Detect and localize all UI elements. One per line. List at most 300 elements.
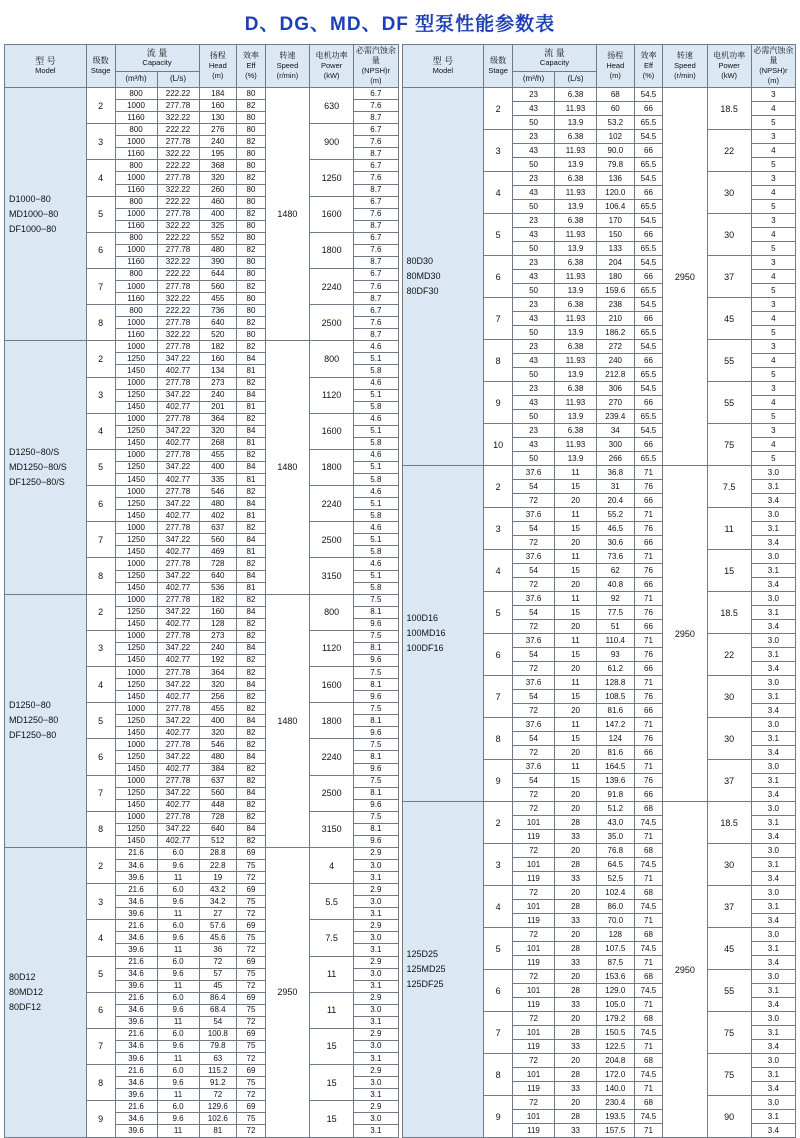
capacity-m3h-cell: 34.6 [115,896,157,908]
efficiency-cell: 66 [634,662,663,676]
npsh-cell: 3.1 [751,606,795,620]
capacity-m3h-cell: 101 [513,1068,555,1082]
capacity-m3h-cell: 50 [513,116,555,130]
efficiency-cell: 80 [237,196,266,208]
capacity-m3h-cell: 1450 [115,763,157,775]
npsh-cell: 8.7 [354,256,398,268]
efficiency-cell: 82 [237,558,266,570]
table-head-right [402,45,796,88]
capacity-m3h-cell: 72 [513,886,555,900]
npsh-cell: 3.1 [354,1053,398,1065]
head-cell: 73.6 [597,550,635,564]
capacity-m3h-cell: 101 [513,942,555,956]
efficiency-cell: 66 [634,186,663,200]
capacity-m3h-cell: 119 [513,914,555,928]
stage-cell: 3 [86,377,115,413]
npsh-cell: 3.1 [751,774,795,788]
efficiency-cell: 74.5 [634,1110,663,1124]
stage-cell: 10 [484,424,513,466]
capacity-m3h-cell: 43 [513,144,555,158]
npsh-cell: 2.9 [354,884,398,896]
capacity-m3h-cell: 1450 [115,401,157,413]
capacity-m3h-cell: 43 [513,102,555,116]
npsh-cell: 3.1 [354,908,398,920]
stage-cell: 8 [484,718,513,760]
capacity-m3h-cell: 1000 [115,244,157,256]
capacity-m3h-cell: 101 [513,1110,555,1124]
npsh-cell: 3.1 [751,564,795,578]
capacity-ls-cell: 347.22 [157,751,199,763]
pump-model-name: D1250−80/S [9,446,60,457]
head-cell: 320 [199,679,237,691]
power-cell: 30 [707,214,751,256]
capacity-ls-cell: 28 [555,984,597,998]
npsh-cell: 7.6 [354,172,398,184]
npsh-cell: 3.0 [751,928,795,942]
npsh-cell: 3 [751,130,795,144]
power-cell: 11 [707,508,751,550]
efficiency-cell: 72 [237,1089,266,1101]
head-cell: 637 [199,775,237,787]
stage-cell: 7 [86,268,115,304]
stage-cell: 2 [86,341,115,377]
npsh-cell: 3.4 [751,1040,795,1054]
capacity-ls-cell: 13.9 [555,326,597,340]
efficiency-cell: 84 [237,606,266,618]
stage-cell: 6 [484,970,513,1012]
head-cell: 728 [199,811,237,823]
npsh-cell: 3.0 [751,508,795,522]
stage-cell: 8 [484,1054,513,1096]
pump-model-name: DF1250−80 [9,730,57,741]
efficiency-cell: 65.5 [634,452,663,466]
stage-cell: 6 [86,739,115,775]
stage-cell: 5 [86,703,115,739]
head-cell: 230.4 [597,1096,635,1110]
head-cell: 81 [199,1125,237,1138]
efficiency-cell: 71 [634,466,663,480]
capacity-m3h-cell: 1000 [115,522,157,534]
capacity-ls-cell: 13.9 [555,284,597,298]
efficiency-cell: 82 [237,449,266,461]
capacity-m3h-cell: 54 [513,690,555,704]
efficiency-cell: 66 [634,102,663,116]
capacity-ls-cell: 347.22 [157,353,199,365]
table-body-right [402,88,796,1138]
capacity-ls-cell: 20 [555,704,597,718]
stage-cell: 9 [86,1101,115,1138]
npsh-cell: 5 [751,158,795,172]
head-cell: 637 [199,522,237,534]
npsh-cell: 6.7 [354,268,398,280]
capacity-ls-cell: 277.78 [157,172,199,184]
npsh-cell: 3.0 [354,896,398,908]
npsh-cell: 5.1 [354,389,398,401]
npsh-cell: 3.1 [751,690,795,704]
capacity-m3h-cell: 72 [513,620,555,634]
npsh-cell: 3.4 [751,788,795,802]
efficiency-cell: 69 [237,1065,266,1077]
efficiency-cell: 80 [237,329,266,341]
npsh-cell: 2.9 [354,992,398,1004]
capacity-m3h-cell: 800 [115,196,157,208]
head-cell: 448 [199,799,237,811]
table-head-left [5,45,399,88]
head-cell: 204.8 [597,1054,635,1068]
capacity-ls-cell: 277.78 [157,208,199,220]
capacity-ls-cell: 13.9 [555,158,597,172]
stage-cell: 6 [484,256,513,298]
power-cell: 4 [310,847,354,883]
capacity-m3h-cell: 1000 [115,739,157,751]
npsh-cell: 3.0 [354,1004,398,1016]
capacity-ls-cell: 11 [157,944,199,956]
capacity-m3h-cell: 1450 [115,546,157,558]
capacity-m3h-cell: 54 [513,732,555,746]
pump-model-cell [402,466,484,802]
capacity-m3h-cell: 54 [513,522,555,536]
capacity-ls-cell: 9.6 [157,860,199,872]
head-cell: 164.5 [597,760,635,774]
npsh-cell: 5.1 [354,534,398,546]
npsh-cell: 3.0 [751,718,795,732]
capacity-ls-cell: 6.0 [157,956,199,968]
capacity-m3h-cell: 72 [513,1096,555,1110]
capacity-ls-cell: 9.6 [157,1113,199,1125]
head-cell: 170 [597,214,635,228]
head-cell: 51.2 [597,802,635,816]
col-capacity-m3h: (m³/h) [513,71,555,87]
capacity-m3h-cell: 39.6 [115,1053,157,1065]
efficiency-cell: 82 [237,522,266,534]
capacity-m3h-cell: 1160 [115,293,157,305]
head-cell: 31 [597,480,635,494]
npsh-cell: 3.1 [751,816,795,830]
efficiency-cell: 66 [634,620,663,634]
capacity-m3h-cell: 101 [513,900,555,914]
capacity-ls-cell: 33 [555,830,597,844]
efficiency-cell: 65.5 [634,116,663,130]
capacity-m3h-cell: 23 [513,298,555,312]
npsh-cell: 8.7 [354,184,398,196]
capacity-ls-cell: 347.22 [157,534,199,546]
capacity-ls-cell: 402.77 [157,437,199,449]
head-cell: 147.2 [597,718,635,732]
head-cell: 128 [597,928,635,942]
head-cell: 53.2 [597,116,635,130]
capacity-ls-cell: 11 [157,1053,199,1065]
capacity-m3h-cell: 1000 [115,317,157,329]
npsh-cell: 5.8 [354,437,398,449]
efficiency-cell: 54.5 [634,382,663,396]
capacity-m3h-cell: 72 [513,662,555,676]
npsh-cell: 2.9 [354,1028,398,1040]
npsh-cell: 4.6 [354,377,398,389]
capacity-ls-cell: 6.38 [555,172,597,186]
capacity-m3h-cell: 1450 [115,437,157,449]
capacity-ls-cell: 347.22 [157,606,199,618]
power-cell: 1800 [310,232,354,268]
head-cell: 320 [199,425,237,437]
capacity-m3h-cell: 1000 [115,775,157,787]
capacity-m3h-cell: 21.6 [115,1101,157,1113]
head-cell: 546 [199,739,237,751]
capacity-ls-cell: 347.22 [157,823,199,835]
efficiency-cell: 65.5 [634,368,663,382]
speed-cell: 1480 [265,341,309,594]
efficiency-cell: 81 [237,437,266,449]
efficiency-cell: 80 [237,220,266,232]
efficiency-cell: 81 [237,474,266,486]
efficiency-cell: 80 [237,268,266,280]
speed-cell: 1480 [265,594,309,847]
capacity-ls-cell: 11 [555,592,597,606]
npsh-cell: 3.4 [751,662,795,676]
head-cell: 272 [597,340,635,354]
head-cell: 179.2 [597,1012,635,1026]
npsh-cell: 3.1 [751,984,795,998]
efficiency-cell: 66 [634,788,663,802]
head-cell: 57.6 [199,920,237,932]
tables-container [0,44,800,1138]
efficiency-cell: 84 [237,642,266,654]
pump-model-name: MD1250−80/S [9,461,67,472]
head-cell: 36.8 [597,466,635,480]
npsh-cell: 7.6 [354,136,398,148]
efficiency-cell: 82 [237,835,266,847]
power-cell: 15 [310,1065,354,1101]
capacity-ls-cell: 11.93 [555,396,597,410]
stage-cell: 3 [484,130,513,172]
npsh-cell: 3.4 [751,1082,795,1096]
head-cell: 240 [199,136,237,148]
npsh-cell: 6.7 [354,232,398,244]
head-cell: 61.2 [597,662,635,676]
efficiency-cell: 84 [237,751,266,763]
capacity-m3h-cell: 72 [513,970,555,984]
capacity-ls-cell: 11.93 [555,144,597,158]
npsh-cell: 8.7 [354,112,398,124]
capacity-m3h-cell: 1450 [115,799,157,811]
npsh-cell: 3.0 [751,676,795,690]
capacity-m3h-cell: 43 [513,438,555,452]
efficiency-cell: 82 [237,811,266,823]
npsh-cell: 9.6 [354,763,398,775]
power-cell: 18.5 [707,88,751,130]
head-cell: 736 [199,305,237,317]
pump-model-name: D1000−80 [9,193,51,204]
speed-cell: 2950 [265,847,309,1137]
capacity-m3h-cell: 23 [513,130,555,144]
head-cell: 260 [199,184,237,196]
capacity-ls-cell: 6.0 [157,1065,199,1077]
power-cell: 1120 [310,630,354,666]
npsh-cell: 3.4 [751,914,795,928]
col-power: 电机功率 Power (kW) [310,45,354,88]
npsh-cell: 3.0 [354,1077,398,1089]
capacity-m3h-cell: 34.6 [115,860,157,872]
efficiency-cell: 82 [237,172,266,184]
head-cell: 195 [199,148,237,160]
capacity-ls-cell: 13.9 [555,116,597,130]
head-cell: 240 [597,354,635,368]
head-cell: 136 [597,172,635,186]
capacity-m3h-cell: 1000 [115,630,157,642]
capacity-m3h-cell: 43 [513,396,555,410]
capacity-ls-cell: 347.22 [157,787,199,799]
head-cell: 159.6 [597,284,635,298]
capacity-m3h-cell: 119 [513,956,555,970]
npsh-cell: 4 [751,144,795,158]
stage-cell: 4 [86,160,115,196]
capacity-ls-cell: 20 [555,746,597,760]
capacity-m3h-cell: 23 [513,172,555,186]
head-cell: 55.2 [597,508,635,522]
efficiency-cell: 84 [237,353,266,365]
capacity-ls-cell: 33 [555,998,597,1012]
efficiency-cell: 69 [237,992,266,1004]
efficiency-cell: 82 [237,654,266,666]
efficiency-cell: 81 [237,365,266,377]
efficiency-cell: 81 [237,401,266,413]
power-cell: 2500 [310,522,354,558]
efficiency-cell: 82 [237,413,266,425]
head-cell: 139.6 [597,774,635,788]
efficiency-cell: 80 [237,112,266,124]
capacity-ls-cell: 28 [555,900,597,914]
head-cell: 402 [199,510,237,522]
pump-model-cell [402,88,484,466]
power-cell: 45 [707,298,751,340]
npsh-cell: 7.6 [354,281,398,293]
npsh-cell: 4.6 [354,558,398,570]
pump-model-name: 80MD12 [9,986,44,997]
capacity-ls-cell: 6.0 [157,920,199,932]
capacity-m3h-cell: 101 [513,1026,555,1040]
npsh-cell: 3.4 [751,620,795,634]
head-cell: 28.8 [199,847,237,859]
npsh-cell: 7.5 [354,811,398,823]
npsh-cell: 5 [751,284,795,298]
pump-model-name: 100D16 [406,613,439,623]
pump-model-name: D1250−80 [9,700,51,711]
npsh-cell: 3.0 [751,634,795,648]
capacity-m3h-cell: 1450 [115,510,157,522]
efficiency-cell: 82 [237,763,266,775]
head-cell: 107.5 [597,942,635,956]
capacity-ls-cell: 402.77 [157,691,199,703]
npsh-cell: 8.1 [354,751,398,763]
stage-cell: 7 [86,522,115,558]
efficiency-cell: 80 [237,184,266,196]
npsh-cell: 7.6 [354,244,398,256]
efficiency-cell: 66 [634,746,663,760]
head-cell: 240 [199,389,237,401]
pump-model-name: 125D25 [406,949,439,959]
capacity-ls-cell: 11 [555,466,597,480]
power-cell: 1250 [310,160,354,196]
npsh-cell: 3.1 [751,732,795,746]
capacity-m3h-cell: 23 [513,382,555,396]
power-cell: 2240 [310,268,354,304]
power-cell: 75 [707,1012,751,1054]
npsh-cell: 7.6 [354,100,398,112]
capacity-m3h-cell: 101 [513,858,555,872]
efficiency-cell: 74.5 [634,1068,663,1082]
head-cell: 46.5 [597,522,635,536]
table-row [5,594,399,606]
capacity-ls-cell: 20 [555,536,597,550]
power-cell: 15 [310,1101,354,1138]
capacity-m3h-cell: 37.6 [513,592,555,606]
capacity-m3h-cell: 34.6 [115,1077,157,1089]
capacity-ls-cell: 402.77 [157,799,199,811]
head-cell: 512 [199,835,237,847]
npsh-cell: 5 [751,368,795,382]
capacity-m3h-cell: 34.6 [115,1004,157,1016]
npsh-cell: 5.1 [354,461,398,473]
head-cell: 100.8 [199,1028,237,1040]
npsh-cell: 5.8 [354,401,398,413]
capacity-m3h-cell: 1000 [115,172,157,184]
stage-cell: 7 [86,775,115,811]
efficiency-cell: 69 [237,1101,266,1113]
capacity-ls-cell: 277.78 [157,703,199,715]
capacity-ls-cell: 20 [555,844,597,858]
head-cell: 81.6 [597,746,635,760]
stage-cell: 4 [484,886,513,928]
npsh-cell: 9.6 [354,727,398,739]
efficiency-cell: 74.5 [634,1026,663,1040]
npsh-cell: 3.1 [751,942,795,956]
capacity-ls-cell: 277.78 [157,244,199,256]
efficiency-cell: 71 [634,718,663,732]
capacity-ls-cell: 6.0 [157,1101,199,1113]
capacity-ls-cell: 347.22 [157,461,199,473]
head-cell: 51 [597,620,635,634]
capacity-ls-cell: 402.77 [157,582,199,594]
efficiency-cell: 82 [237,486,266,498]
stage-cell: 8 [86,811,115,847]
efficiency-cell: 54.5 [634,298,663,312]
npsh-cell: 8.1 [354,787,398,799]
stage-cell: 4 [86,920,115,956]
power-cell: 45 [707,928,751,970]
npsh-cell: 5.1 [354,498,398,510]
npsh-cell: 4 [751,312,795,326]
stage-cell: 5 [86,196,115,232]
stage-cell: 3 [484,844,513,886]
efficiency-cell: 84 [237,715,266,727]
power-cell: 15 [707,550,751,592]
capacity-m3h-cell: 39.6 [115,944,157,956]
capacity-m3h-cell: 72 [513,1012,555,1026]
npsh-cell: 5 [751,242,795,256]
head-cell: 150 [597,228,635,242]
efficiency-cell: 80 [237,88,266,100]
capacity-ls-cell: 20 [555,1096,597,1110]
head-cell: 134 [199,365,237,377]
capacity-ls-cell: 402.77 [157,401,199,413]
capacity-m3h-cell: 800 [115,88,157,100]
col-head: 扬程 Head (m) [199,45,237,88]
efficiency-cell: 68 [634,928,663,942]
capacity-m3h-cell: 21.6 [115,992,157,1004]
head-cell: 455 [199,293,237,305]
capacity-ls-cell: 33 [555,1040,597,1054]
head-cell: 400 [199,208,237,220]
head-cell: 192 [199,654,237,666]
